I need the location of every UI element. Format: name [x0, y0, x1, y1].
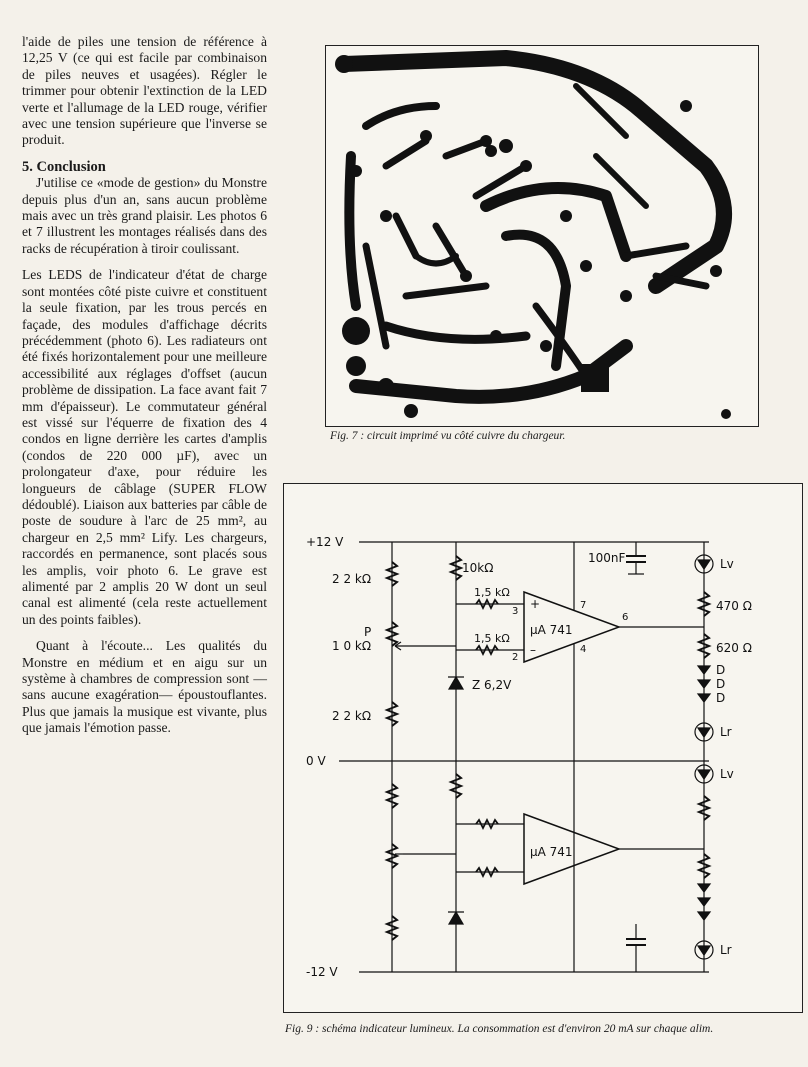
paragraph-leds: Les LEDS de l'indicateur d'état de charge sont montées côté piste cuivre et constituent la seule fixation, par les trous percés en façade, des modules d'affichage décrits précédemment (photo 6). Les radiateurs ont été fixés horizontalement pour une meilleure accessibilité aux réglages d'offset (aucun problème de dissipation. La face avant fait 7 mm d'épaisseur). Le commutateur général est vissé sur l'équerre de fixation des 4 condos en ligne derrière les cartes d'amplis (condos de 220 000 µF), avec un prolongateur d'axe, pour réduire les longueurs de câblage (SUPER FLOW dédoublé). Liaison aux batteries par câble de poste de soudure à l'arc de 25 mm², au chargeur en 2,5 mm² Lify. Les chargeurs, raccordés en permanence, sont placés sous les amplis, voir photo 6. Le grave est alimenté par 2 amplis 20 W dont un seul canal est alimenté (cela reste actuellement un des points faibles).	[22, 267, 267, 627]
label-plus-input: +	[530, 597, 541, 611]
label-r22k-top: 2 2 kΩ	[332, 572, 372, 586]
text-column	[22, 34, 267, 747]
label-minus-12v: -12 V	[306, 965, 338, 979]
label-r470: 470 Ω	[716, 599, 752, 613]
label-lv-2: Lv	[720, 767, 734, 781]
schematic-diagram	[284, 484, 802, 1012]
label-opamp-2: μA 741	[530, 845, 573, 859]
label-r10k: 10kΩ	[462, 561, 494, 575]
paragraph-reference: l'aide de piles une tension de référence à 12,25 V (ce qui est facile par combinaison de piles neuves et usagées). Régler le trimmer pour obtenir l'extinction de la LED verte et l'allumage de la LED rouge, vérifier avec une tension supérieure que l'inverse se produit.	[22, 34, 267, 148]
figure-7-caption: Fig. 7 : circuit imprimé vu côté cuivre du chargeur.	[330, 430, 566, 442]
label-zener: Z 6,2V	[472, 678, 512, 692]
label-pin-2: 2	[512, 652, 519, 663]
label-diode-1: D	[716, 663, 726, 677]
label-r22k-bottom: 2 2 kΩ	[332, 709, 372, 723]
label-cap-100nf: 100nF	[588, 551, 626, 565]
label-lr-2: Lr	[720, 943, 732, 957]
label-0v: 0 V	[306, 754, 326, 768]
label-lv-1: Lv	[720, 557, 734, 571]
label-pot-p: P	[364, 625, 372, 639]
label-minus-input: –	[530, 643, 536, 657]
pcb-artwork	[326, 46, 758, 426]
paragraph-conclusion: J'utilise ce «mode de gestion» du Monstre depuis plus d'un an, sans aucun problème mais avec un très grand plaisir. Les photos 6 et 7 illustrent les montages réalisés dans des racks de récupération à tiroir coulissant.	[22, 175, 267, 256]
label-lr-1: Lr	[720, 725, 732, 739]
section-heading: 5. Conclusion	[22, 158, 106, 175]
label-pin-4: 4	[580, 644, 587, 655]
label-pin-3: 3	[512, 606, 519, 617]
pcb-figure	[325, 45, 759, 427]
paragraph-ecoute: Quant à l'écoute... Les qualités du Monstre en médium et en aigu sur un système à chambres de compression sont —sans aucune exagération— époustouflantes. Plus que jamais la musique est vivante, plus que jamais l'émotion passe.	[22, 638, 267, 736]
label-r1k5-b: 1,5 kΩ	[474, 632, 510, 645]
label-r620: 620 Ω	[716, 641, 752, 655]
label-pin-7: 7	[580, 600, 587, 611]
label-opamp-1: μA 741	[530, 623, 573, 637]
label-plus-12v: +12 V	[306, 535, 344, 549]
schematic-figure	[283, 483, 803, 1013]
figure-9-caption: Fig. 9 : schéma indicateur lumineux. La consommation est d'environ 20 mA sur chaque alim.	[285, 1023, 714, 1035]
label-pot-10k: 1 0 kΩ	[332, 639, 372, 653]
label-pin-6: 6	[622, 612, 629, 623]
label-diode-3: D	[716, 691, 726, 705]
label-diode-2: D	[716, 677, 726, 691]
label-r1k5-a: 1,5 kΩ	[474, 586, 510, 599]
